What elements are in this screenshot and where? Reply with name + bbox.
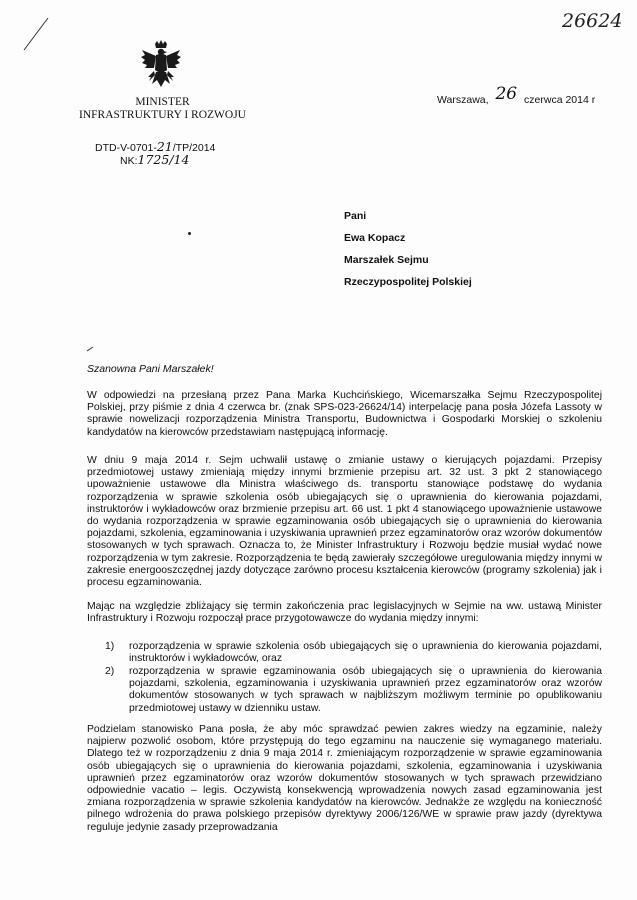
nk-number (120, 152, 189, 167)
ministry-header (60, 96, 265, 122)
paragraph-2: W dniu 9 maja 2014 r. Sejm uchwalił ustawę o zmianie ustawy o kierujących pojazdami. Przepisy przedmiotowej ustawy zmieniają między innymi brzmienie przepisu art. 32 ust. 3 pkt 2 stanowiącego upoważnienie ustawowe dla Ministra właściwego ds. transportu stanowiące podstawę do wydania rozporządzenia w sprawie szkolenia osób ubiegających się o uprawnienia do kierowania pojazdami, instruktorów i wykładowców oraz brzmienie przepisu art. 66 ust. 1 pkt 4 stanowiącego upoważnienie ustawowe do wydania rozporządzenia w sprawie egzaminowania osób ubiegających się o uprawnienia do kierowania pojazdami, szkolenia, egzaminowania i uzyskiwania uprawnień przez egzaminatorów oraz wzorów dokumentów stosowanych w tych sprawach. Oznacza to, że Minister Infrastruktury i Rozwoju będzie musiał wydać nowe rozporządzenia w tym zakresie. Rozporządzenia te będą zawierały szczegółowe uregulowania między innymi w zakresie energooszczędnej jazdy dotyczące zarówno procesu kształcenia kierowców (programy szkolenia) jak i procesu egzaminowania. (87, 455, 602, 589)
nk-label: NK: (120, 155, 138, 167)
paragraph-4: Podzielam stanowisko Pana posła, że aby móc sprawdzać pewien zakres wiedzy na egzaminie, należy najpierw pozwolić osobom, które przystępują do tego egzaminu na nauczenie się wymaganego materiału. Dlatego też w rozporządzeniu z dnia 9 maja 2014 r. zmieniającym rozporządzenie w sprawie egzaminowania osób ubiegających się o uprawnienia do kierowania pojazdami, szkolenia, egzaminowania i uzyskiwania uprawnień przez egzaminatorów oraz wzorów dokumentów stosowanych w tych sprawach przewidziano odpowiednie vacatio – legis. Oczywistą konsekwencją wprowadzenia nowych zasad egzaminowania jest zmiana rozporządzenia w sprawie szkolenia kandydatów na kierowców. Jednakże ze względu na konieczność pilnego wdrożenia do prawa polskiego przepisów dyrektywy 2006/126/WE w sprawie praw jazdy (dyrektywa reguluje jedynie zasady przeprowadzania (87, 724, 602, 833)
reference-suffix: /TP/2014 (172, 142, 216, 154)
reference-hand-number: 21 (156, 139, 173, 154)
polish-eagle-emblem-icon (139, 40, 183, 92)
list-item (105, 641, 602, 665)
ministry-title-line2: INFRASTRUKTURY I ROZWOJU (79, 109, 246, 121)
letter-date (437, 84, 596, 108)
pen-tick-mark (86, 346, 94, 352)
list-item-text: rozporządzenia w sprawie szkolenia osób ubiegających się o uprawnienia do kierowania pojazdami, instruktorów i wykładowców, oraz (129, 641, 602, 665)
ink-dot (188, 232, 191, 235)
list-item-number: 2) (105, 666, 115, 677)
paragraph-1: W odpowiedzi na przesłaną przez Pana Marka Kuchcińskiego, Wicemarszałka Sejmu Rzeczypospolitej Polskiej, przy piśmie z dnia 4 czerwca br. (znak SPS-023-26624/14) interpelację pana posła Józefa Lassoty w sprawie nowelizacji rozporządzenia Ministra Transportu, Budownictwa i Gospodarki Morskiej o szkoleniu kandydatów na kierowców przedstawiam następującą informację. (87, 390, 602, 438)
addressee-line2: Ewa Kopacz (344, 232, 406, 244)
list-item (105, 666, 602, 715)
addressee-line4: Rzeczypospolitej Polskiej (344, 276, 472, 288)
addressee-line1: Pani (344, 210, 367, 222)
paragraph-3: Mając na względzie zbliżający się termin zakończenia prac legislacyjnych w Sejmie na ww. ustawą Minister Infrastruktury i Rozwoju rozpoczął prace przygotowawcze do wydania między innymi: (87, 601, 602, 625)
date-place: Warszawa, (437, 94, 489, 106)
date-day-handwritten: 26 (495, 84, 518, 104)
list-item-number: 1) (105, 641, 115, 652)
list-item-text: rozporządzenia w sprawie egzaminowania osób ubiegających się o uprawnienia do kierowania pojazdami, szkolenia, egzaminowania i uzyskiwania uprawnień przez egzaminatorów oraz wzorów dokumentów stosowanych w tych sprawach w najbliższym możliwym terminie po opublikowaniu przedmiotowej ustawy w dzienniku ustaw. (129, 666, 602, 714)
date-month-year: czerwca 2014 r (524, 94, 596, 106)
nk-hand-number: 1725/14 (137, 152, 190, 167)
ministry-title-line1: MINISTER (135, 96, 190, 108)
corner-case-number: 26624 (562, 10, 623, 32)
addressee-block (344, 205, 472, 293)
reference-prefix: DTD-V-0701- (95, 142, 157, 154)
pen-stroke-mark (20, 14, 52, 54)
salutation: Szanowna Pani Marszałek! (87, 363, 214, 375)
addressee-line3: Marszałek Sejmu (344, 254, 429, 266)
